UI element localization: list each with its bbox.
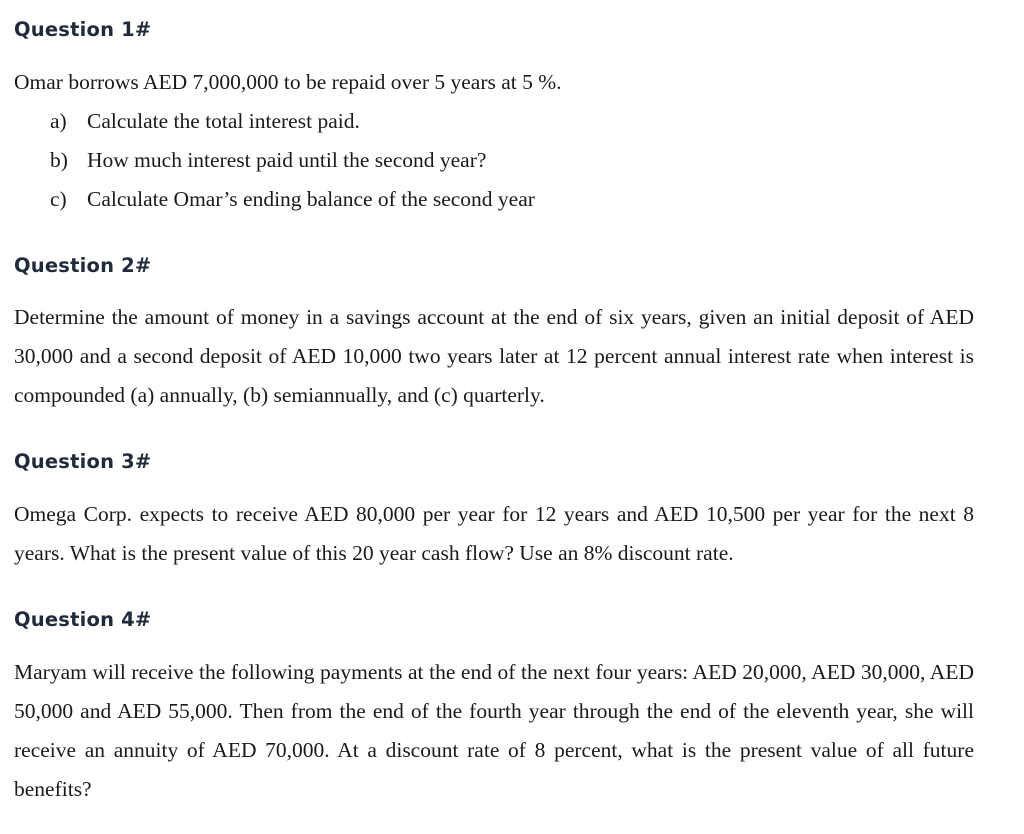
part-marker: b): [50, 148, 68, 172]
part-text: Calculate the total interest paid.: [87, 109, 360, 133]
question-2-heading: Question 2#: [14, 254, 152, 277]
question-2-text: Determine the amount of money in a savings account at the end of six years, given an initial deposit of AED 30,000 and a second deposit of AED 10,000 two years later at 12 percent annual interest rate when interest is compounded (a) annually, (b) semiannually, and (c) quarterly.: [14, 305, 974, 407]
question-4-heading: Question 4#: [14, 608, 152, 631]
question-3-text: Omega Corp. expects to receive AED 80,000 per year for 12 years and AED 10,500 per year for the next 8 years. What is the present value of this 20 year cash flow? Use an 8% discount rate.: [14, 502, 974, 565]
part-text: Calculate Omar’s ending balance of the second year: [87, 187, 535, 211]
question-1-part-c: [50, 180, 535, 219]
question-1-heading: Question 1#: [14, 18, 152, 41]
part-text: How much interest paid until the second year?: [87, 148, 487, 172]
question-1-text: Omar borrows AED 7,000,000 to be repaid over 5 years at 5 %.: [14, 70, 562, 94]
part-marker: c): [50, 187, 67, 211]
question-3-heading: Question 3#: [14, 450, 152, 473]
part-marker: a): [50, 109, 67, 133]
question-1-parts: [50, 102, 535, 219]
question-1-part-a: [50, 102, 535, 141]
question-4-text: Maryam will receive the following payments at the end of the next four years: AED 20,000, AED 30,000, AED 50,000 and AED 55,000. Then from the end of the fourth year through the end of the eleventh year, she will receive an annuity of AED 70,000. At a discount rate of 8 percent, what is the present value of all future benefits?: [14, 660, 974, 801]
question-1-part-b: [50, 141, 535, 180]
